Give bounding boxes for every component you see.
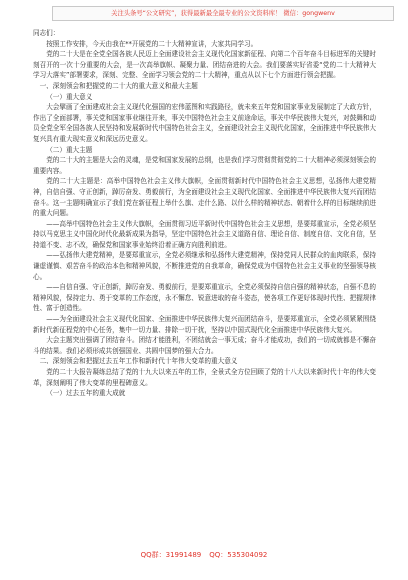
paragraph: ——自信自强、守正创新，踔厉奋发、勇毅前行，是要郑重宣示，全党必须保持自信自强的精神状态，自强不息的精神风貌，保持定力、勇于变革的工作态度，永不懈怠、锐意进取的奋斗姿态，使各项工作更好体现时代性、把握规律性、富于创造性。 — [33, 283, 376, 313]
paragraph: 党的二十大是在全党全国各族人民迈上全面建设社会主义现代化国家新征程、向第二个百年奋斗目标进军的关键时刻召开的一次十分重要的大会，是一次高举旗帜、凝聚力量、团结奋进的大会。我们要落实好省委“党的二十大精神大学习大落实”部署要求，深刻、完整、全面学习领会党的二十大精神，重点从以下七个方面进行领会把握。 — [33, 50, 376, 80]
paragraph: 按照工作安排，今天由我在**开展党的二十大精神宣讲，大家共同学习。 — [46, 39, 258, 48]
banner-text: 关注头条号“公文研究”，获得最新最全最专业的公文资料库！ 微信：gongwenv — [111, 10, 335, 17]
paragraph: ——弘扬伟大建党精神，是要郑重宣示，全党必须继承和弘扬伟大建党精神，保持党同人民群众的血肉联系，保持谦虚谨慎、艰苦奋斗的政治本色和精神风貌，不断推进党的自我革命，确保党成为中国特色社会主义事业的坚强领导核心。 — [33, 251, 376, 281]
document-body — [33, 28, 376, 399]
paragraph: 党的二十大主题是：高举中国特色社会主义伟大旗帜，全面贯彻新时代中国特色社会主义思想，弘扬伟大建党精神，自信自强、守正创新，踔厉奋发、勇毅前行，为全面建设社会主义现代化国家、全面推进中华民族伟大复兴而团结奋斗。这一主题明确宣示了我们党在新征程上举什么旗、走什么路、以什么样的精神状态、朝着什么样的目标继续前进的重大问题。 — [33, 177, 376, 218]
footer-qq-group: QQ群：31991489 — [140, 551, 202, 559]
subsection-heading: （一）过去五年的重大成就 — [46, 389, 126, 398]
subsection-heading: （一）重大意义 — [46, 92, 93, 101]
paragraph: ——为全面建设社会主义现代化国家、全面推进中华民族伟大复兴而团结奋斗，是要郑重宣示，全党必须紧紧围绕新时代新征程党的中心任务，集中一切力量、排除一切干扰，坚持以中国式现代化全面推进中华民族伟大复兴。 — [33, 315, 376, 334]
paragraph: 大会主题突出强调了团结奋斗。团结才能胜利，不团结就会一事无成；奋斗才能成功，我们的一切成就都是不懈奋斗的结果。我们必须形成共创强国业、共圆中国梦的强大合力。 — [33, 336, 376, 355]
section-heading: 一、深刻领会和把握党的二十大的重大意义和最大主题 — [39, 81, 198, 90]
paragraph: ——高举中国特色社会主义伟大旗帜，全面贯彻习近平新时代中国特色社会主义思想，是要郑重宣示，全党必须坚持以马克思主义中国化时代化最新成果为指导，坚定中国特色社会主义道路自信、理论自信、制度自信、文化自信，坚持道不变、志不改，确保党和国家事业始终沿着正确方向胜利前进。 — [33, 219, 376, 249]
paragraph: 同志们： — [33, 29, 60, 37]
paragraph: 党的二十大报告凝练总结了党的十九大以来五年的工作，全景式全方位回顾了党的十八大以来新时代十年的伟大变革，深刻阐明了伟大变革的里程碑意义。 — [33, 368, 376, 387]
paragraph: 党的二十大的主题是大会的灵魂，是党和国家发展的总纲，也是我们学习贯彻贯彻党的二十大精神必须深刻领会的重要内容。 — [33, 156, 376, 175]
page-footer — [0, 550, 408, 560]
top-banner — [52, 6, 394, 21]
subsection-heading: （二）重大主题 — [46, 145, 93, 154]
section-heading: 二、深刻领会和把握过去五年工作和新时代十年伟大变革的重大意义 — [39, 357, 238, 366]
footer-qq-personal: QQ：535304092 — [209, 551, 268, 559]
paragraph: 大会擘画了全面建成社会主义现代化强国的宏伟蓝图和实践路径，就未来五年党和国家事业发展制定了大政方针，作出了全面部署，事关党和国家事业继往开来，事关中国特色社会主义前途命运，事关中华民族伟大复兴，对鼓舞和动员全党全军全国各族人民坚持和发展新时代中国特色社会主义，全面建设社会主义现代化国家，全面推进中华民族伟大复兴具有重大现实意义和深远历史意义。 — [33, 103, 376, 143]
